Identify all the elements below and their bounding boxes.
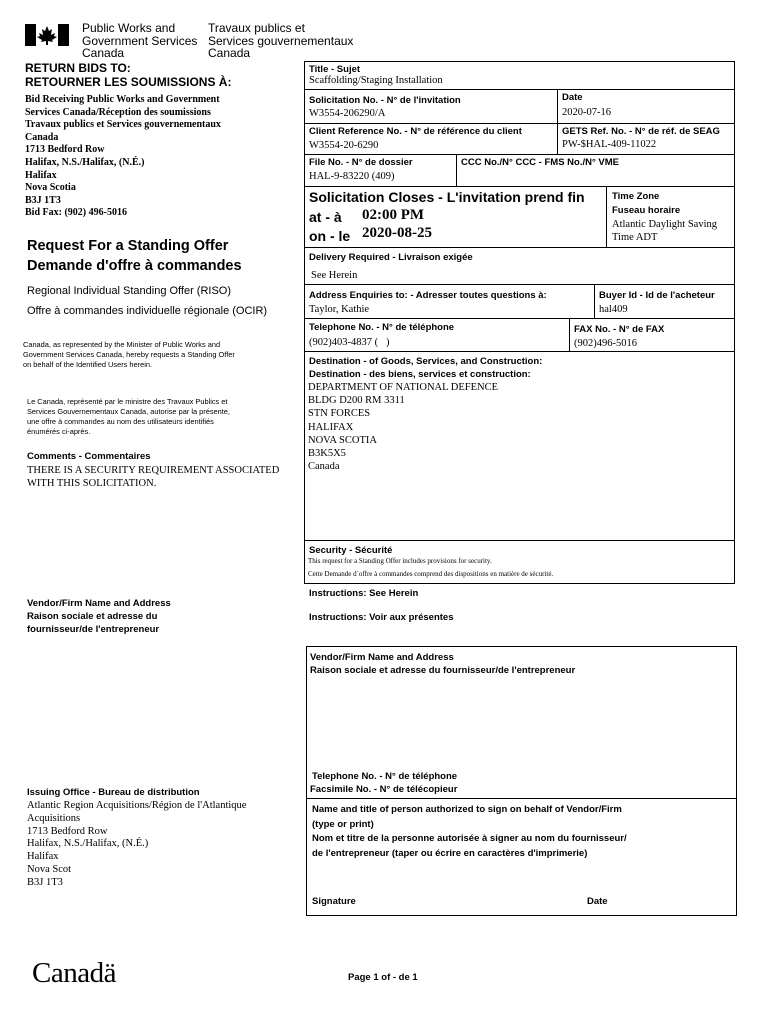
buyer-id-label: Buyer Id - Id de l'acheteur	[599, 290, 715, 301]
date-value: 2020-07-16	[562, 107, 611, 118]
offer-type: Regional Individual Standing Offer (RISO) Offre à commandes individuelle régionale (OCIR)	[27, 285, 268, 317]
vendor-address-field[interactable]	[310, 680, 732, 765]
vendor-left-label: Vendor/Firm Name and Address Raison sociale et adresse du fournisseur/de l'entrepreneur	[27, 598, 171, 635]
security-label: Security - Sécurité	[309, 545, 393, 556]
security-text-en: This request for a Standing Offer includes provisions for security.	[308, 557, 492, 565]
title-label: Title - Sujet	[309, 64, 361, 75]
comments-label: Comments - Commentaires	[27, 451, 151, 462]
request-paragraph-fr: Le Canada, représenté par le ministre des Travaux Publics et Services Gouvernementaux Canada, autorise par la présente, une offre à commandes au nom des utilisateurs identifiés énumérés ci-après.	[27, 397, 230, 436]
buyer-id-value: hal409	[599, 304, 628, 315]
instructions-fr: Instructions: Voir aux présentes	[309, 612, 454, 623]
canada-flag-icon	[25, 24, 69, 46]
security-text-fr: Cette Demande d´offre à commandes comprend des dispositions en matière de sécurité.	[308, 570, 554, 578]
department-name-fr: Travaux publics et Services gouvernementaux Canada	[208, 21, 354, 60]
destination-address: DEPARTMENT OF NATIONAL DEFENCE BLDG D200 RM 3311 STN FORCES HALIFAX NOVA SCOTIA B3K5X5 Canada	[308, 382, 499, 473]
signature-date-label: Date	[587, 896, 608, 907]
solicitation-no-value: W3554-206290/A	[309, 108, 386, 119]
telephone-value: (902)403-4837 ( )	[309, 337, 390, 348]
fax-value: (902)496-5016	[574, 338, 637, 349]
destination-label: Destination - of Goods, Services, and Construction: Destination - des biens, services et construction:	[309, 356, 543, 380]
time-zone-value: Atlantic Daylight Saving Time ADT	[612, 219, 717, 243]
address-enquiries-value: Taylor, Kathie	[309, 304, 370, 315]
closes-at-label: at - à	[309, 209, 342, 225]
file-no-value: HAL-9-83220 (409)	[309, 171, 395, 182]
delivery-value: See Herein	[311, 270, 358, 281]
vendor-telephone-label: Telephone No. - N° de téléphone	[312, 771, 458, 782]
vendor-box-label: Vendor/Firm Name and Address Raison sociale et adresse du fournisseur/de l'entrepreneur	[310, 652, 576, 676]
time-zone-label: Time Zone Fuseau horaire	[612, 191, 681, 216]
page-number: Page 1 of - de 1	[348, 972, 418, 983]
department-name-en: Public Works and Government Services Canada	[82, 21, 198, 60]
file-no-label: File No. - N° de dossier	[309, 157, 413, 168]
solicitation-no-label: Solicitation No. - N° de l'invitation	[309, 95, 461, 106]
delivery-label: Delivery Required - Livraison exigée	[309, 252, 473, 263]
title-value: Scaffolding/Staging Installation	[309, 75, 443, 86]
gets-ref-value: PW-$HAL-409-11022	[562, 139, 657, 150]
request-paragraph-en: Canada, as represented by the Minister of Public Works and Government Services Canada, hereby requests a Standing Offer on behalf of the Identified Users herein.	[23, 340, 235, 369]
gets-ref-label: GETS Ref. No. - N° de réf. de SEAG	[562, 126, 720, 137]
signature-label: Signature	[312, 896, 356, 907]
comments-text: THERE IS A SECURITY REQUIREMENT ASSOCIATED WITH THIS SOLICITATION.	[27, 465, 280, 489]
canada-wordmark: Canadä	[32, 957, 116, 989]
issuing-office-address: Atlantic Region Acquisitions/Région de l'Atlantique Acquisitions 1713 Bedford Row Halifax, N.S./Halifax, (N.É.) Halifax Nova Scot B3J 1T3	[27, 800, 247, 888]
request-title: Request For a Standing Offer Demande d'offre à commandes	[27, 238, 242, 274]
address-enquiries-label: Address Enquiries to: - Adresser toutes questions à:	[309, 290, 547, 301]
solicitation-closes-label: Solicitation Closes - L'invitation prend fin	[309, 189, 585, 205]
closes-date-value: 2020-08-25	[362, 225, 432, 241]
date-label: Date	[562, 92, 583, 103]
authorized-person-label: Name and title of person authorized to sign on behalf of Vendor/Firm (type or print) Nom et titre de la personne autorisée à signer au nom du fournisseur/ de l'entrepreneur (taper ou écrire en caractères d'imprimerie)	[312, 804, 627, 859]
client-ref-value: W3554-20-6290	[309, 140, 379, 151]
issuing-office-label: Issuing Office - Bureau de distribution	[27, 787, 200, 798]
telephone-label: Telephone No. - N° de téléphone	[309, 322, 455, 333]
return-bids-title: RETURN BIDS TO: RETOURNER LES SOUMISSIONS À:	[25, 61, 232, 89]
ccc-no-label: CCC No./N° CCC - FMS No./N° VME	[461, 157, 620, 168]
return-bids-address: Bid Receiving Public Works and Government Services Canada/Réception des soumissions Travaux publics et Services gouvernementaux Canada 1713 Bedford Row Halifax, N.S./Halifax, (N.É.) Halifax Nova Scotia B3J 1T3 Bid Fax: (902) 496-5016	[25, 94, 221, 219]
fax-label: FAX No. - N° de FAX	[574, 324, 665, 335]
client-ref-label: Client Reference No. - N° de référence du client	[309, 126, 522, 137]
instructions-en: Instructions: See Herein	[309, 588, 419, 599]
closes-on-label: on - le	[309, 228, 351, 244]
vendor-fax-label: Facsimile No. - N° de télécopieur	[310, 784, 458, 795]
closes-time-value: 02:00 PM	[362, 207, 425, 223]
